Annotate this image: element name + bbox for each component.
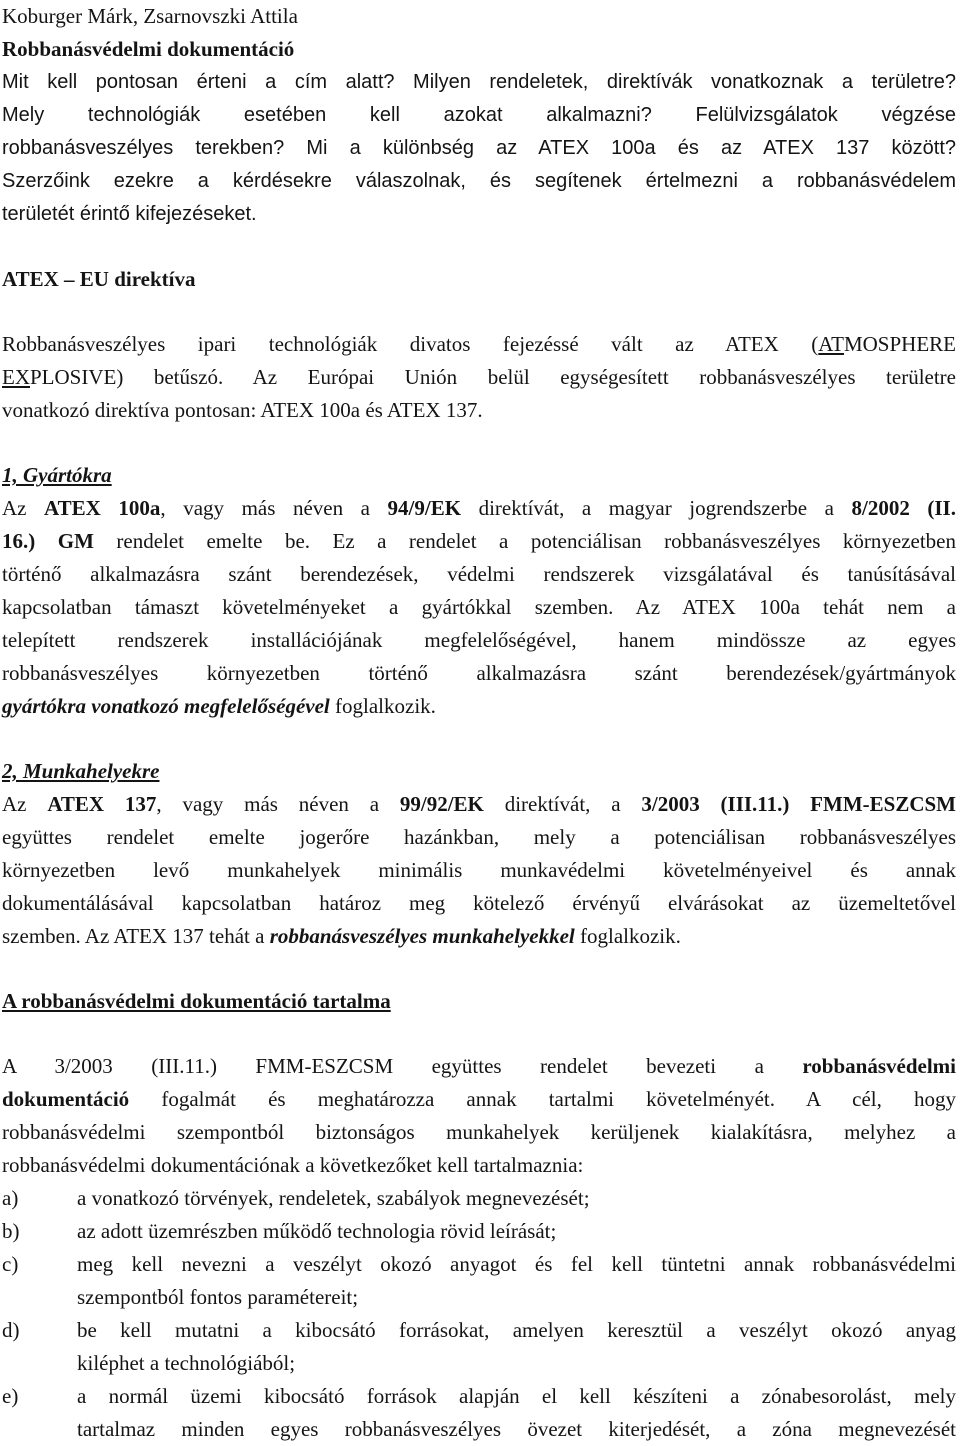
section-heading-tartalom: A robbanásvédelmi dokumentáció tartalma xyxy=(2,989,391,1013)
requirements-list xyxy=(2,1182,956,1446)
article-title: Robbanásvédelmi dokumentáció xyxy=(2,37,295,61)
paragraph-line: A 3/2003 (III.11.) FMM-ESZCSM együttes rendelet bevezeti a robbanásvédelmi xyxy=(2,1054,956,1078)
acronym-underline: EX xyxy=(2,365,30,389)
document-page xyxy=(2,0,956,1446)
paragraph-line: vonatkozó direktíva pontosan: ATEX 100a és ATEX 137. xyxy=(2,398,483,422)
list-item-text: meg kell nevezni a veszélyt okozó anyagot és fel kell tüntetni annak robbanásvédelmi xyxy=(77,1252,956,1276)
intro-line: Mit kell pontosan érteni a cím alatt? Milyen rendeletek, direktívák vonatkoznak a területre? xyxy=(2,71,956,93)
acronym-underline: AT xyxy=(818,332,844,356)
list-item-text: a normál üzemi kibocsátó források alapján el kell készíteni a zónabesorolást, mely xyxy=(77,1384,956,1408)
paragraph-line: együttes rendelet emelte jogerőre hazánkban, mely a potenciálisan robbanásveszélyes xyxy=(2,825,956,849)
atex-paragraph xyxy=(2,328,956,427)
tartalom-paragraph xyxy=(2,1050,956,1182)
list-marker: c) xyxy=(2,1252,19,1276)
list-marker: d) xyxy=(2,1318,20,1342)
list-marker: a) xyxy=(2,1186,19,1210)
list-item-text: be kell mutatni a kibocsátó forrásokat, amelyen keresztül a veszélyt okozó anyag xyxy=(77,1318,956,1342)
authors: Koburger Márk, Zsarnovszki Attila xyxy=(2,4,298,28)
paragraph-line: Az ATEX 137, vagy más néven a 99/92/EK direktívát, a 3/2003 (III.11.) FMM-ESZCSM xyxy=(2,792,957,816)
list-item xyxy=(2,1215,956,1248)
list-item-text: kiléphet a technológiából; xyxy=(77,1351,296,1375)
intro-line: robbanásveszélyes terekben? Mi a különbség az ATEX 100a és az ATEX 137 között? xyxy=(2,137,956,159)
paragraph-line: telepített rendszerek installációjának megfelelőségével, hanem mindössze az egyes xyxy=(2,628,956,652)
paragraph-line: robbanásvédelmi szempontból biztonságos munkahelyek kerüljenek kialakításra, melyhez a xyxy=(2,1120,956,1144)
intro-paragraph xyxy=(2,66,956,231)
paragraph-line: dokumentáció fogalmát és meghatározza annak tartalmi követelményét. A cél, hogy xyxy=(2,1087,956,1111)
list-item xyxy=(2,1248,956,1314)
list-item-text: szempontból fontos paramétereit; xyxy=(77,1285,359,1309)
list-marker: e) xyxy=(2,1384,19,1408)
list-item-text: az adott üzemrészben működő technologia rövid leírását; xyxy=(77,1219,557,1243)
gyartok-paragraph xyxy=(2,492,956,723)
list-item xyxy=(2,1380,956,1446)
paragraph-line: kapcsolatban támaszt követelményeket a gyártókkal szemben. Az ATEX 100a tehát nem a xyxy=(2,595,956,619)
list-item xyxy=(2,1314,956,1380)
paragraph-line: történő alkalmazásra szánt berendezések, védelmi rendszerek vizsgálatával és tanúsításával xyxy=(2,562,956,586)
paragraph-line: szemben. Az ATEX 137 tehát a robbanásveszélyes munkahelyekkel foglalkozik. xyxy=(2,924,681,948)
section-heading-gyartok: 1, Gyártókra xyxy=(2,463,112,487)
list-item xyxy=(2,1182,956,1215)
list-marker: b) xyxy=(2,1219,20,1243)
list-item-text: tartalmaz minden egyes robbanásveszélyes övezet kiterjedését, a zóna megnevezését xyxy=(77,1417,956,1441)
paragraph-line: dokumentálásával kapcsolatban határoz meg kötelező érvényű elvárásokat az üzemeltetővel xyxy=(2,891,956,915)
section-heading-atex: ATEX – EU direktíva xyxy=(2,267,196,291)
list-item-text: a vonatkozó törvények, rendeletek, szabályok megnevezését; xyxy=(77,1186,590,1210)
paragraph-line: gyártókra vonatkozó megfelelőségével foglalkozik. xyxy=(2,694,436,718)
munkahely-paragraph xyxy=(2,788,956,953)
paragraph-line: környezetben levő munkahelyek minimális munkavédelmi követelményeivel és annak xyxy=(2,858,956,882)
paragraph-line: robbanásveszélyes környezetben történő alkalmazásra szánt berendezések/gyártmányok xyxy=(2,661,956,685)
paragraph-line: EXPLOSIVE) betűszó. Az Európai Unión belül egységesített robbanásveszélyes területre xyxy=(2,365,956,389)
section-heading-munkahely: 2, Munkahelyekre xyxy=(2,759,160,783)
paragraph-line: Robbanásveszélyes ipari technológiák divatos fejezéssé vált az ATEX (ATMOSPHERE xyxy=(2,332,956,356)
intro-line: Szerzőink ezekre a kérdésekre válaszolnak, és segítenek értelmezni a robbanásvédelem xyxy=(2,170,956,192)
paragraph-line: Az ATEX 100a, vagy más néven a 94/9/EK direktívát, a magyar jogrendszerbe a 8/2002 (II. xyxy=(2,496,956,520)
paragraph-line: 16.) GM rendelet emelte be. Ez a rendelet a potenciálisan robbanásveszélyes környezetben xyxy=(2,529,956,553)
intro-line: Mely technológiák esetében kell azokat alkalmazni? Felülvizsgálatok végzése xyxy=(2,104,956,126)
paragraph-line: robbanásvédelmi dokumentációnak a következőket kell tartalmaznia: xyxy=(2,1153,584,1177)
intro-line: területét érintő kifejezéseket. xyxy=(2,203,257,225)
